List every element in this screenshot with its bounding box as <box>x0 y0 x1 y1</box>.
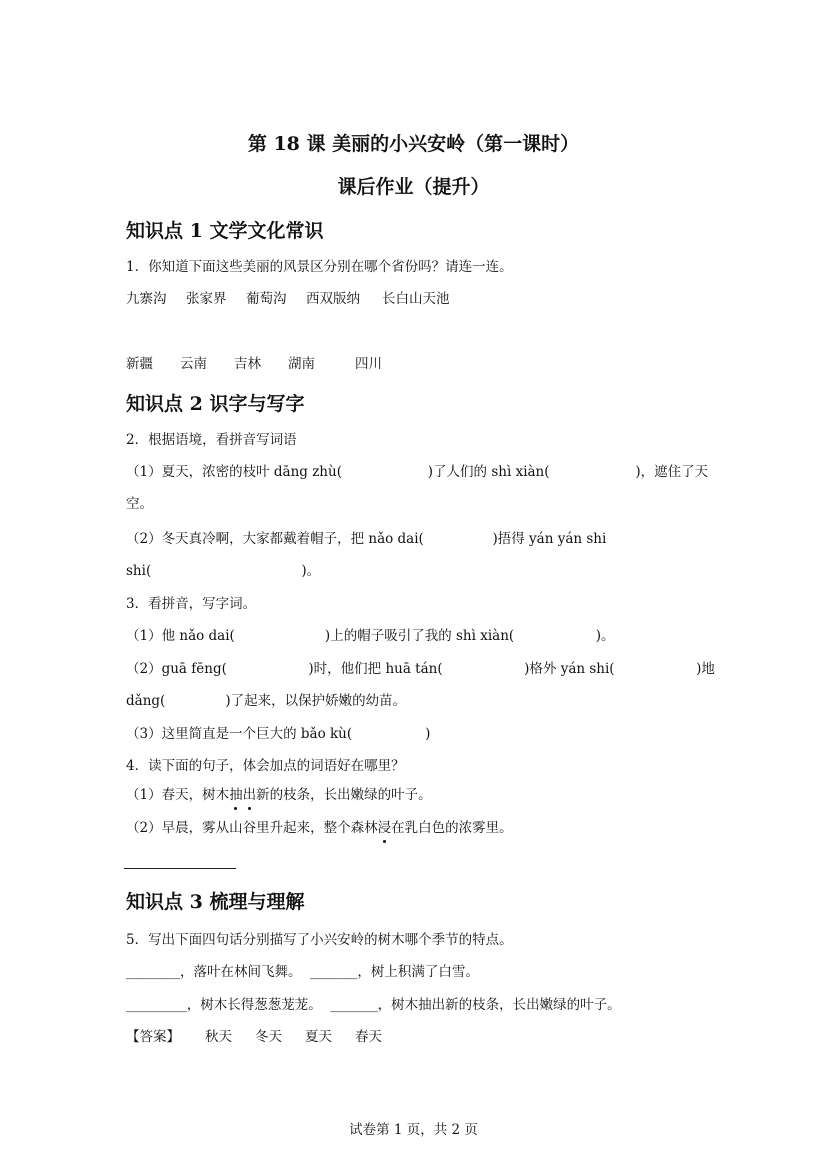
answer-item: 夏天 <box>305 1029 332 1045</box>
answer-label: 【答案】 <box>126 1029 180 1045</box>
answer-item: 冬天 <box>255 1029 282 1045</box>
province-item: 新疆 <box>126 356 153 372</box>
section-heading-3: 知识点 3 梳理与理解 <box>126 891 305 913</box>
section-heading-2: 知识点 2 识字与写字 <box>126 393 305 415</box>
question-2-2-line: shi( )。 <box>126 563 321 579</box>
province-item: 吉林 <box>234 356 261 372</box>
page-title: 第 18 课 美丽的小兴安岭（第一课时） <box>247 133 580 155</box>
place-item: 长白山天池 <box>382 291 450 307</box>
province-item: 四川 <box>355 356 382 372</box>
province-item: 云南 <box>180 356 207 372</box>
question-3-1: （1）他 nǎo dai( )上的帽子吸引了我的 shì xiàn( )。 <box>126 628 615 644</box>
sentence-text: 在乳白色的浓雾里。 <box>391 820 513 836</box>
question-4-1 <box>126 786 432 804</box>
question-2: 2．根据语境，看拼音写词语 <box>126 432 297 448</box>
question-1: 1．你知道下面这些美丽的风景区分别在哪个省份吗？请连一连。 <box>126 259 513 275</box>
place-item: 葡萄沟 <box>246 291 287 307</box>
place-item: 张家界 <box>186 291 227 307</box>
question-3: 3．看拼音，写字词。 <box>126 596 257 612</box>
emphasis-dotted-char: 浸 <box>377 820 392 836</box>
question-4-2 <box>126 819 513 837</box>
question-4: 4．读下面的句子，体会加点的词语好在哪里？ <box>126 758 405 774</box>
emphasis-dotted-char: 抽 <box>229 787 243 803</box>
page-subtitle: 课后作业（提升） <box>337 176 490 198</box>
sentence-text: 新的枝条，长出嫩绿的叶子。 <box>256 787 432 803</box>
question-3-2-line: dǎng( )了起来，以保护娇嫩的幼苗。 <box>126 693 407 709</box>
question-2-1-line: （1）夏天，浓密的枝叶 dāng zhù( )了人们的 shì xiàn( )，遮住了天 <box>126 464 709 480</box>
question-3-3: （3）这里简直是一个巨大的 bǎo kù( ) <box>126 726 431 742</box>
question-3-2-line: （2）guā fēng( )时，他们把 huā tán( )格外 yán shi( )地 <box>126 661 715 677</box>
sentence-text: （2）早晨，雾从山谷里升起来，整个森林 <box>126 820 378 836</box>
question-5-line: _________，树木长得葱葱茏茏。 _______，树木抽出新的枝条，长出嫩绿的叶子。 <box>126 997 621 1013</box>
question-5-line: ________，落叶在林间飞舞。 _______，树上积满了白雪。 <box>126 964 479 980</box>
question-2-1-line: 空。 <box>126 496 153 512</box>
footnote-rule <box>124 868 236 869</box>
question-2-2-line: （2）冬天真冷啊，大家都戴着帽子，把 nǎo dai( )捂得 yán yán shi <box>126 531 607 547</box>
question-5: 5．写出下面四句话分别描写了小兴安岭的树木哪个季节的特点。 <box>126 932 513 948</box>
place-item: 九寨沟 <box>126 291 167 307</box>
place-item: 西双版纳 <box>306 291 360 307</box>
province-item: 湖南 <box>288 356 315 372</box>
emphasis-dotted-char: 出 <box>242 787 257 803</box>
answer-item: 秋天 <box>205 1029 232 1045</box>
answer-item: 春天 <box>355 1029 382 1045</box>
sentence-text: （1）春天，树木 <box>126 787 230 803</box>
section-heading-1: 知识点 1 文学文化常识 <box>126 220 324 242</box>
page-footer: 试卷第 1 页，共 2 页 <box>349 1122 478 1138</box>
